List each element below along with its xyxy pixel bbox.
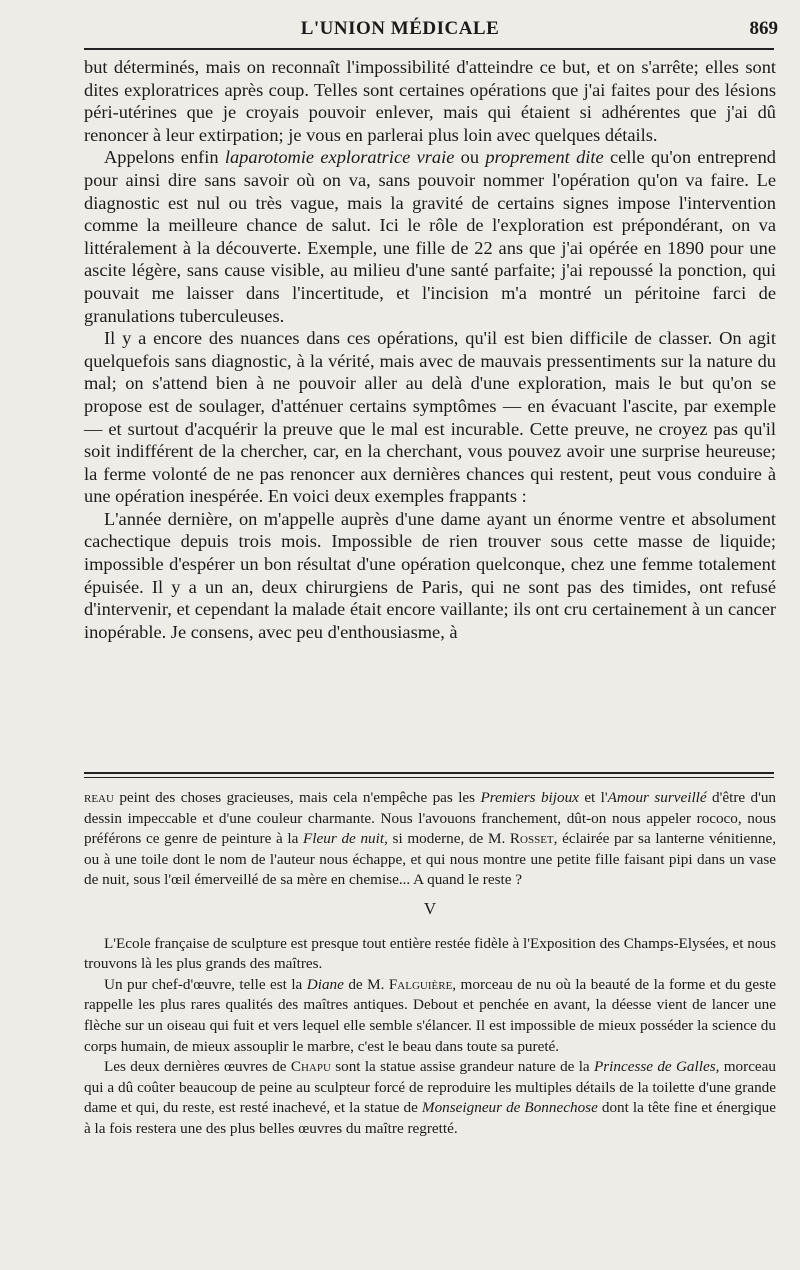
feuilleton-text: d'être d'un dessin impeccable et d'une couleur charmante. Nous l'avouons franchement, dût-on nous appeler rococo, nous préférons ce genre de peinture à la [84, 789, 777, 848]
smallcaps-text: reau [84, 789, 114, 806]
running-title: L'UNION MÉDICALE [300, 18, 500, 39]
feuilleton-text: Un pur chef-d'œuvre, telle est la [104, 975, 307, 993]
feuilleton-text: , éclairée par sa lanterne vénitienne, ou à une toile dont le nom de l'auteur nous échappe, et qui nous montre une petite fille faisant pipi dans un vase de nuit, sous l'œil émerveillé de sa mère en chemise... A quand le reste ? [84, 830, 776, 889]
artwork-title: Premiers bijoux [480, 789, 579, 806]
page-number: 869 [749, 18, 778, 39]
artist-name: Rosset [509, 830, 554, 848]
header-rule [84, 48, 774, 50]
feuilleton-text: et l' [578, 789, 608, 806]
feuilleton-text: , morceau de nu où la beauté de la forme et du geste rappelle les plus rares qualités des maîtres antiques. Debout et penchée en avant, la déesse vient de lancer une flèche sur un oiseau qui fuit et vers lequel elle semble s'élancer. Il est impossible de mieux posséder la science du corps humain, de mieux assouplir le marbre, c'est le beau dans toute sa pureté. [84, 975, 776, 1055]
feuilleton-text: dont la tête fine et énergique à la fois restera une des plus belles œuvres du maître regretté. [84, 1099, 776, 1137]
main-text [84, 56, 776, 643]
paragraph-2 [84, 146, 776, 327]
artwork-title: Amour surveillé [607, 789, 707, 806]
artwork-title: Monseigneur de Bonnechose [421, 1099, 598, 1117]
feuilleton-rule-thick [84, 772, 774, 774]
feuilleton [84, 788, 776, 1140]
feuilleton-text: si moderne, de M. [387, 830, 510, 848]
artwork-title: Princesse de Galles, [593, 1058, 720, 1076]
feuilleton-rule-thin [84, 777, 774, 778]
feuilleton-text: morceau qui a dû coûter beaucoup de peine au sculpteur forcé de reproduire les multiples détails de la toilette d'une grande dame et qui, du reste, est resté inachevé, et la statue de [84, 1058, 777, 1117]
paragraph-1: but déterminés, mais on reconnaît l'impossibilité d'atteindre ce but, et on s'arrête; elles sont dites exploratrices après coup. Telles sont certaines opérations que j'ai faites pour des lésions péri-utérines que je croyais pouvoir enlever, mais qui étaient si adhérentes que j'ai dû renoncer à leur extirpation; je vous en parlerai plus loin avec quelques détails. [84, 57, 776, 145]
paragraph-4: L'année dernière, on m'appelle auprès d'une dame ayant un énorme ventre et absolument cachectique depuis trois mois. Impossible de rien trouver sous cette masse de liquide; impossible d'espérer un bon résultat d'une opération quelconque, chez une femme totalement épuisée. Il y a un an, deux chirurgiens de Paris, qui ne sont pas des timides, ont refusé d'intervenir, et cependant la malade était encore vaillante; ils ont cru certainement à un cancer inopérable. Je consens, avec peu d'enthousiasme, à [84, 508, 776, 642]
artist-name: Falguière [388, 975, 453, 993]
artist-name: Chapu [290, 1058, 331, 1076]
feuilleton-text: de M. [343, 975, 389, 993]
artwork-title: Diane [306, 975, 344, 993]
feuilleton-paragraph-3 [84, 975, 776, 1057]
paragraph-3: Il y a encore des nuances dans ces opérations, qu'il est bien difficile de classer. On agit quelquefois sans diagnostic, à la vérité, mais avec de mauvais pressentiments sur la nature du mal; on s'attend bien à ne pouvoir aller au delà d'une exploration, mais le but qu'on se propose est de soulager, d'atténuer certains symptômes — en évacuant l'ascite, par exemple — et surtout d'acquérir la preuve que le mal est incurable. Cette preuve, ne croyez pas qu'il soit indifférent de la chercher, car, en la cherchant, vous pouvez avoir une surprise heureuse; la ferme volonté de ne pas renoncer aux dernières chances qui restent, peut vous conduire à une opération inespérée. En voici deux exemples frappants : [84, 328, 776, 507]
artwork-title: Fleur de nuit, [303, 830, 388, 848]
page-header [0, 12, 800, 48]
feuilleton-text: Les deux dernières œuvres de [104, 1058, 291, 1076]
paragraph-2-text: Appelons enfin [104, 147, 225, 168]
paragraph-2-text: ou [454, 147, 486, 168]
section-numeral: V [423, 898, 437, 918]
term-proprement-dite: proprement dite [485, 147, 604, 168]
feuilleton-text: peint des choses gracieuses, mais cela n'empêche pas les [113, 789, 481, 806]
feuilleton-paragraph-4 [84, 1057, 776, 1139]
feuilleton-text: sont la statue assise grandeur nature de la [330, 1058, 594, 1076]
feuilleton-paragraph-2: L'Ecole française de sculpture est presque tout entière restée fidèle à l'Exposition des Champs-Elysées, et nous trouvons là les plus grands des maîtres. [84, 934, 776, 973]
feuilleton-paragraph-1 [84, 788, 776, 891]
term-laparotomie: laparotomie exploratrice vraie [224, 147, 455, 168]
paragraph-2-text: celle qu'on entreprend pour ainsi dire sans savoir où on va, sans pouvoir nommer l'opération qu'on va faire. Le diagnostic est nul ou très vague, mais la gravité de certains signes impose l'intervention comme la meilleure chance de salut. Ici le rôle de l'exploration est prépondérant, on va littéralement à la découverte. Exemple, une fille de 22 ans que j'ai opérée en 1890 pour une ascite légère, sans cause visible, au milieu d'une santé parfaite; j'ai repoussé la ponction, qui pouvait me laisser dans l'incertitude, et l'incision m'a montré un péritoine farci de granulations tuberculeuses. [84, 147, 776, 326]
